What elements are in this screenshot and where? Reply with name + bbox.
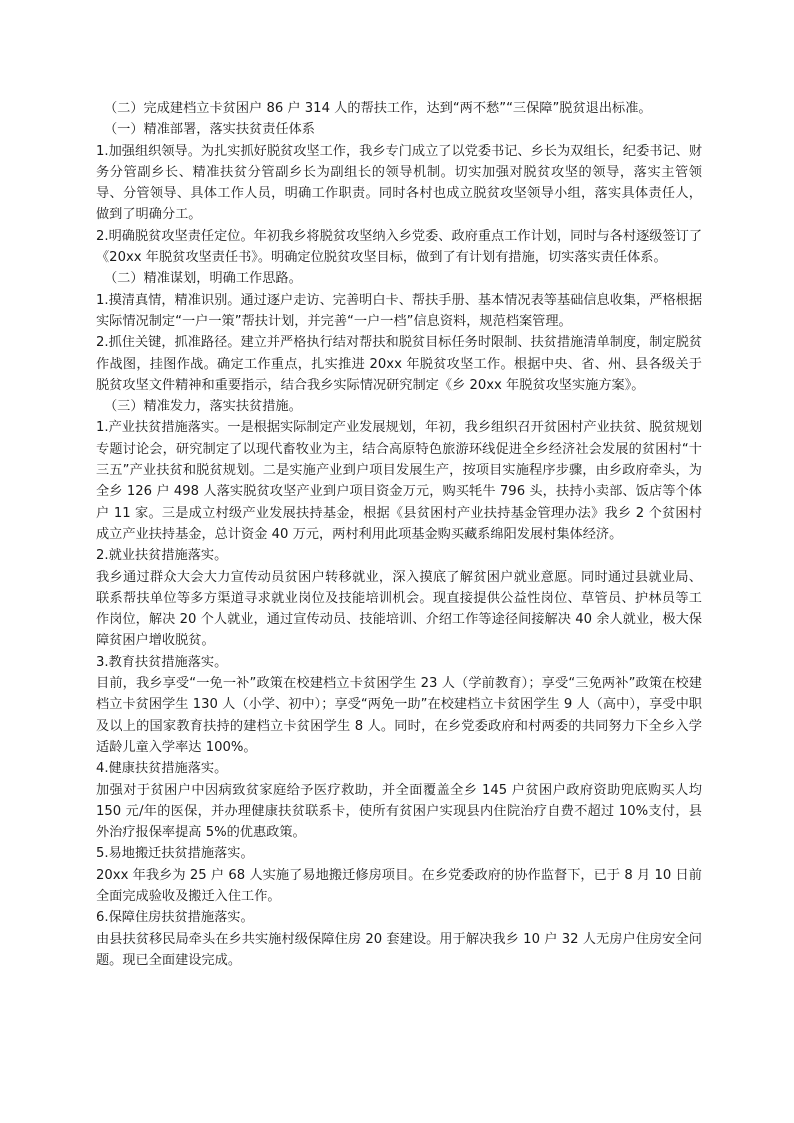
paragraph: 20xx 年我乡为 25 户 68 人实施了易地搬迁修房项目。在乡党委政府的协作监督下，已于 8 月 10 日前全面完成验收及搬迁入住工作。 [96,867,702,904]
paragraph: 1.加强组织领导。为扎实抓好脱贫攻坚工作，我乡专门成立了以党委书记、乡长为双组长，纪委书记、财务分管副乡长、精准扶贫分管副乡长为副组长的领导机制。切实加强对脱贫攻坚的领导，落实主管领导、分管领导、具体工作人员，明确工作职责。同时各村也成立脱贫攻坚领导小组，落实具体责任人，做到了明确分工。 [96,143,703,223]
subheading: 5.易地搬迁扶贫措施落实。 [96,846,254,862]
paragraph: 由县扶贫移民局牵头在乡共实施村级保障住房 20 套建设。用于解决我乡 10 户 32 人无房户住房安全问题。现已全面建设完成。 [96,931,702,968]
subheading: 2.就业扶贫措施落实。 [96,548,228,564]
section-heading-2: （二）精准谋划，明确工作思路。 [104,271,302,287]
paragraph: 我乡通过群众大会大力宣传动员贫困户转移就业，深入摸底了解贫困户就业意愿。同时通过县就业局、联系帮扶单位等多方渠道寻求就业岗位及技能培训机会。现直接提供公益性岗位、草管员、护林员等工作岗位，解决 20 个人就业，通过宣传动员、技能培训、介绍工作等途径间接解决 40 余人就业，极大保障贫困户增收脱贫。 [96,569,702,649]
subheading: 6.保障住房扶贫措施落实。 [96,910,254,926]
paragraph: 目前，我乡享受“一免一补”政策在校建档立卡贫困学生 23 人（学前教育）；享受“三免两补”政策在校建档立卡贫困学生 130 人（小学、初中）；享受“两免一助”在校建档立卡贫困学生 9 人（高中），享受中职及以上的国家教育扶持的建档立卡贫困学生 8 人。同时，在乡党委政府和村两委的共同努力下全乡入学适龄儿童入学率达 100%。 [96,676,702,755]
paragraph-intro: （二）完成建档立卡贫困户 86 户 314 人的帮扶工作，达到“两不愁”“三保障”脱贫退出标准。 [104,101,652,116]
paragraph: 2.明确脱贫攻坚责任定位。年初我乡将脱贫攻坚纳入乡党委、政府重点工作计划，同时与各村逐级签订了《20xx 年脱贫攻坚责任书》。明确定位脱贫攻坚目标，做到了有计划有措施，切实落实责任体系。 [96,228,703,266]
section-heading-1: （一）精准部署，落实扶贫责任体系 [104,122,315,138]
paragraph: 2.抓住关键，抓准路径。建立并严格执行结对帮扶和脱贫目标任务时限制、扶贫措施清单制度，制定脱贫作战图，挂图作战。确定工作重点，扎实推进 20xx 年脱贫攻坚工作。根据中央、省、州、县各级关于脱贫攻坚文件精神和重要指示，结合我乡实际情况研究制定《乡 20xx 年脱贫攻坚实施方案》。 [96,335,703,393]
paragraph: 加强对于贫困户中因病致贫家庭给予医疗救助，并全面覆盖全乡 145 户贫困户政府资助兜底购买人均 150 元/年的医保，并办理健康扶贫联系卡，使所有贫困户实现县内住院治疗自费不超过 10%支付，县外治疗报保率提高 5%的优惠政策。 [96,782,702,841]
paragraph: 1.摸清真情，精准识别。通过逐户走访、完善明白卡、帮扶手册、基本情况表等基础信息收集，严格根据实际情况制定“一户一策”帮扶计划，并完善“一户一档”信息资料，规范档案管理。 [96,292,703,329]
document-body [96,98,702,971]
paragraph: 1.产业扶贫措施落实。一是根据实际制定产业发展规划，年初，我乡组织召开贫困村产业扶贫、脱贫规划专题讨论会，研究制定了以现代畜牧业为主，结合高原特色旅游环线促进全乡经济社会发展的贫困村“十三五”产业扶贫和脱贫规划。二是实施产业到户项目发展生产，按项目实施程序步骤，由乡政府牵头，为全乡 126 户 498 人落实脱贫攻坚产业到户项目资金万元，购买牦牛 796 头，扶持小卖部、饭店等个体户 11 家。三是成立村级产业发展扶持基金，根据《县贫困村产业扶持基金管理办法》我乡 2 个贫困村成立产业扶持基金，总计资金 40 万元，两村利用此项基金购买藏系绵阳发展村集体经济。 [96,420,703,542]
subheading: 4.健康扶贫措施落实。 [96,761,228,777]
section-heading-3: （三）精准发力，落实扶贫措施。 [104,399,302,415]
subheading: 3.教育扶贫措施落实。 [96,654,228,670]
